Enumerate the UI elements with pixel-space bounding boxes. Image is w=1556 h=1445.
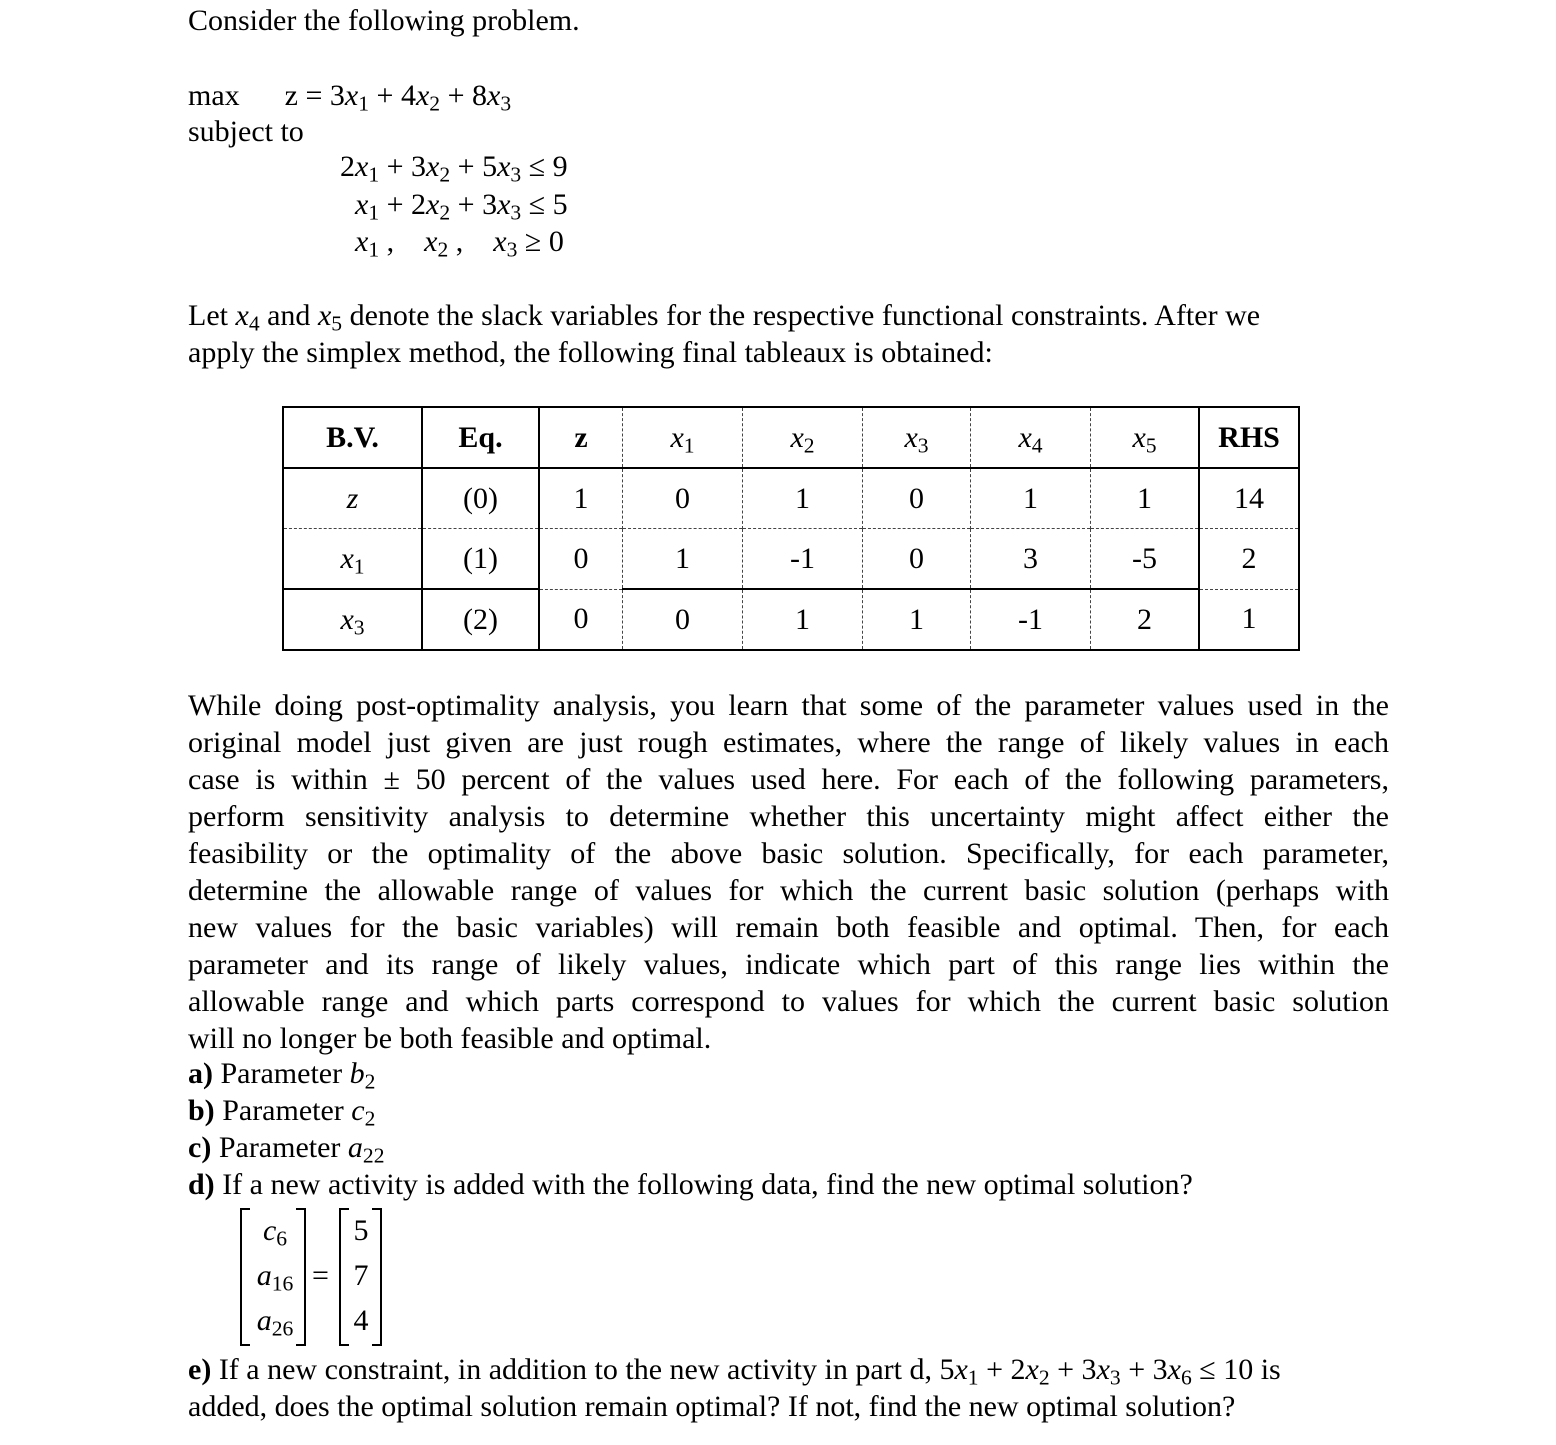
matrix-left-column (252, 1208, 298, 1343)
table-row (283, 468, 1299, 529)
header-cell (539, 407, 623, 468)
subscript: 3 (510, 200, 522, 225)
subscript: 3 (1109, 1365, 1121, 1390)
text-segment: a (256, 1304, 272, 1337)
subscript: 3 (353, 614, 365, 639)
text-segment: Parameter (213, 1057, 350, 1090)
text-segment: x (235, 299, 249, 332)
text-segment: 0 (675, 481, 690, 515)
text-segment: 1 (573, 481, 589, 515)
text-segment: ≤ 5 (521, 188, 568, 221)
text-segment: , (379, 225, 425, 258)
text-segment: x (355, 225, 369, 258)
text-segment: added, does the optimal solution remain optimal? If not, find the new optimal solution? (188, 1390, 1236, 1423)
table-cell (863, 529, 971, 590)
table-cell (1199, 529, 1299, 590)
paragraph-line (188, 835, 1389, 872)
subscript: 5 (1145, 432, 1157, 457)
part-d (188, 1166, 1193, 1203)
subscript: 2 (439, 200, 451, 225)
text-segment: perform sensitivity analysis to determine whether this uncertainty might affect either the (188, 800, 1389, 833)
table-cell (743, 468, 863, 529)
table-cell (971, 589, 1091, 650)
subscript: 2 (439, 162, 451, 187)
table-cell (623, 468, 743, 529)
text-segment: x (904, 420, 918, 454)
matrix-cell (252, 1208, 298, 1253)
text-segment: -5 (1132, 541, 1157, 575)
text-segment: 2 (340, 150, 355, 183)
text-segment: apply the simplex method, the following final tableaux is obtained: (188, 336, 993, 369)
text-segment: max (188, 79, 240, 112)
text-segment: x (415, 79, 430, 112)
intro-text (188, 2, 580, 39)
text-segment: ≤ 9 (521, 150, 568, 183)
text-segment: 0 (573, 541, 589, 575)
part-a (188, 1055, 1193, 1092)
part-b (188, 1092, 1193, 1129)
paragraph-line (188, 909, 1389, 946)
text-segment: x (497, 150, 511, 183)
text-segment: While doing post-optimality analysis, you learn that some of the parameter values used in the (188, 689, 1389, 722)
subscript: 4 (1031, 432, 1043, 457)
text-segment: x (1025, 1353, 1039, 1386)
text-segment: z (574, 420, 588, 454)
paragraph-line (188, 1351, 1281, 1388)
table-cell (539, 589, 623, 650)
subscript: 2 (1038, 1365, 1050, 1390)
text-segment: x (487, 79, 501, 112)
text-segment: a) (188, 1057, 213, 1090)
text-segment: 1 (1023, 481, 1038, 515)
paragraph-line (188, 687, 1389, 724)
matrix-cell (252, 1298, 298, 1343)
text-segment: , (448, 225, 494, 258)
text-segment: x (1132, 420, 1146, 454)
header-cell (1199, 407, 1299, 468)
table-row (283, 589, 1299, 650)
subscript: 3 (506, 237, 518, 262)
text-segment: x (1018, 420, 1032, 454)
paragraph-line (188, 761, 1389, 798)
text-segment: x (340, 541, 354, 575)
table-cell (743, 529, 863, 590)
subscript: 22 (362, 1143, 385, 1168)
paragraph-line (188, 983, 1389, 1020)
subscript: 3 (510, 162, 522, 187)
text-segment: x (344, 79, 359, 112)
subscript: 6 (1180, 1365, 1192, 1390)
table-cell (539, 468, 623, 529)
table-cell (283, 529, 422, 590)
text-segment: subject to (188, 115, 304, 148)
text-segment: B.V. (326, 420, 379, 454)
text-segment: original model just given are just rough estimates, where the range of likely values in each (188, 726, 1389, 759)
matrix-cell (252, 1253, 298, 1298)
table-cell (1091, 468, 1200, 529)
text-segment: 1 (795, 602, 810, 636)
matrix-right-column (345, 1208, 377, 1343)
table-cell (743, 589, 863, 650)
table-row (283, 529, 1299, 590)
text-segment: Let (188, 299, 236, 332)
text-segment: + 2 (978, 1353, 1026, 1386)
text-segment: + 5 (450, 150, 498, 183)
subscript: 2 (364, 1106, 376, 1131)
text-segment (240, 79, 285, 112)
subscript: 1 (358, 91, 370, 116)
text-segment: 1 (909, 602, 924, 636)
text-segment: 0 (573, 602, 589, 636)
table-cell (623, 529, 743, 590)
table-cell (971, 468, 1091, 529)
text-segment: x (954, 1353, 968, 1386)
text-segment: a (347, 1131, 363, 1164)
header-cell (971, 407, 1091, 468)
text-segment: e) (188, 1353, 212, 1386)
text-segment (340, 188, 355, 221)
text-segment: + 3 (1120, 1353, 1168, 1386)
table-cell (971, 529, 1091, 590)
text-segment: ≥ 0 (517, 225, 564, 258)
text-segment: 0 (909, 541, 924, 575)
text-segment: x (340, 602, 354, 636)
text-segment: x (1096, 1353, 1110, 1386)
table-cell (539, 529, 623, 590)
text-segment: x (790, 420, 804, 454)
text-segment: If a new constraint, in addition to the new activity in part d, 5 (211, 1353, 955, 1386)
subscript: 26 (271, 1316, 294, 1341)
table-cell (283, 589, 422, 650)
table-cell (1199, 468, 1299, 529)
table-header-row (283, 407, 1299, 468)
table-cell (863, 468, 971, 529)
part-e (188, 1351, 1281, 1425)
table-cell (1199, 589, 1299, 650)
text-segment: (0) (463, 481, 498, 515)
matrix-cell: 7 (353, 1259, 369, 1292)
text-segment: Parameter (211, 1131, 348, 1164)
text-segment: b) (188, 1094, 215, 1127)
subject-to-label (188, 113, 304, 150)
text-segment: new values for the basic variables) will remain both feasible and optimal. Then, for each (188, 911, 1389, 944)
paragraph-line (188, 1020, 1389, 1057)
subscript: 1 (967, 1365, 979, 1390)
text-segment: x (670, 420, 684, 454)
text-segment: 1 (1241, 602, 1257, 636)
text-segment: -1 (1018, 602, 1043, 636)
subscript: 1 (683, 432, 695, 457)
text-segment: b (349, 1057, 365, 1090)
paragraph-line (188, 798, 1389, 835)
header-cell (863, 407, 971, 468)
text-segment: RHS (1218, 420, 1280, 454)
subscript: 2 (803, 432, 815, 457)
subscript: 4 (248, 311, 260, 336)
constraint-2 (340, 186, 568, 223)
text-segment: 2 (1241, 541, 1257, 575)
text-segment: z (346, 481, 359, 515)
parts-list (188, 1055, 1193, 1203)
header-cell (743, 407, 863, 468)
text-segment: x (317, 299, 332, 332)
header-cell (422, 407, 539, 468)
text-segment: z (284, 79, 298, 112)
text-segment: parameter and its range of likely values, indicate which part of this range lies within the (188, 948, 1389, 981)
table-cell (422, 468, 539, 529)
text-segment: Parameter (214, 1094, 352, 1127)
paragraph-line (188, 1388, 1281, 1425)
text-segment: c) (188, 1131, 212, 1164)
part-c (188, 1129, 1193, 1166)
paragraph-line (188, 724, 1389, 761)
text-segment: -1 (790, 541, 815, 575)
table-cell (1091, 589, 1200, 650)
paragraph-line (188, 334, 1260, 371)
subscript: 2 (364, 1069, 376, 1094)
subscript: 3 (500, 91, 512, 116)
constraint-nonneg (340, 223, 564, 260)
table-cell (623, 589, 743, 650)
subscript: 5 (331, 311, 343, 336)
text-segment: 1 (675, 541, 690, 575)
text-segment: 14 (1234, 481, 1264, 515)
paragraph-line (188, 946, 1389, 983)
table-cell (1091, 529, 1200, 590)
text-segment: + 3 (1049, 1353, 1097, 1386)
text-segment: 0 (909, 481, 924, 515)
text-segment: Consider the following problem. (188, 4, 580, 37)
text-segment: + 4 (369, 79, 416, 112)
text-segment: x (426, 150, 440, 183)
subscript: 16 (271, 1271, 294, 1296)
text-segment: ≤ 10 is (1191, 1353, 1281, 1386)
text-segment: + 2 (379, 188, 427, 221)
subscript: 2 (429, 91, 441, 116)
matrix-cell: 4 (353, 1304, 369, 1337)
subscript: 1 (368, 162, 380, 187)
text-segment: 1 (1137, 481, 1152, 515)
text-segment: 2 (1137, 602, 1152, 636)
text-segment: feasibility or the optimality of the above basic solution. Specifically, for each parameter, (188, 837, 1389, 870)
text-segment: x (355, 188, 369, 221)
text-segment: Eq. (458, 420, 503, 454)
final-tableau (282, 406, 1300, 651)
text-segment: will no longer be both feasible and optimal. (188, 1022, 712, 1055)
paragraph-line (188, 297, 1260, 334)
text-segment: x (424, 225, 438, 258)
text-segment: x (493, 225, 507, 258)
subscript: 6 (276, 1226, 288, 1251)
text-segment: (2) (463, 602, 498, 636)
text-segment: = 3 (297, 79, 345, 112)
text-segment: 0 (675, 602, 690, 636)
text-segment: c (262, 1214, 277, 1247)
text-segment: denote the slack variables for the respective functional constraints. After we (342, 299, 1261, 332)
table-cell (422, 589, 539, 650)
subscript: 2 (437, 237, 449, 262)
subscript: 1 (368, 200, 380, 225)
text-segment: x (426, 188, 440, 221)
slack-paragraph (188, 297, 1260, 371)
text-segment: a (256, 1259, 272, 1292)
text-segment: x (1167, 1353, 1181, 1386)
text-segment: case is within ± 50 percent of the values used here. For each of the following parameters, (188, 763, 1389, 796)
equals-sign: = (312, 1259, 329, 1292)
text-segment: allowable range and which parts correspond to values for which the current basic solution (188, 985, 1389, 1018)
constraint-1 (340, 148, 568, 185)
left-bracket (240, 1208, 250, 1346)
text-segment: determine the allowable range of values for which the current basic solution (perhaps with (188, 874, 1389, 907)
text-segment: x (355, 150, 369, 183)
header-cell (1091, 407, 1200, 468)
text-segment: + 3 (379, 150, 427, 183)
text-segment: 3 (1023, 541, 1038, 575)
text-segment: d) (188, 1168, 215, 1201)
text-segment: c (351, 1094, 365, 1127)
header-cell (283, 407, 422, 468)
text-segment: If a new activity is added with the following data, find the new optimal solution? (214, 1168, 1193, 1201)
text-segment (340, 225, 355, 258)
matrix-cell: 5 (353, 1214, 369, 1247)
paragraph-line (188, 872, 1389, 909)
subscript: 1 (368, 237, 380, 262)
text-segment: and (259, 299, 318, 332)
text-segment: + 3 (450, 188, 498, 221)
text-segment: 1 (795, 481, 810, 515)
text-segment: x (497, 188, 511, 221)
table-cell (422, 529, 539, 590)
text-segment: + 8 (440, 79, 487, 112)
table-cell (863, 589, 971, 650)
table-cell (283, 468, 422, 529)
main-paragraph (188, 687, 1389, 1057)
subscript: 3 (917, 432, 929, 457)
text-segment: (1) (463, 541, 498, 575)
header-cell (623, 407, 743, 468)
objective-function (188, 77, 511, 114)
subscript: 1 (353, 553, 365, 578)
